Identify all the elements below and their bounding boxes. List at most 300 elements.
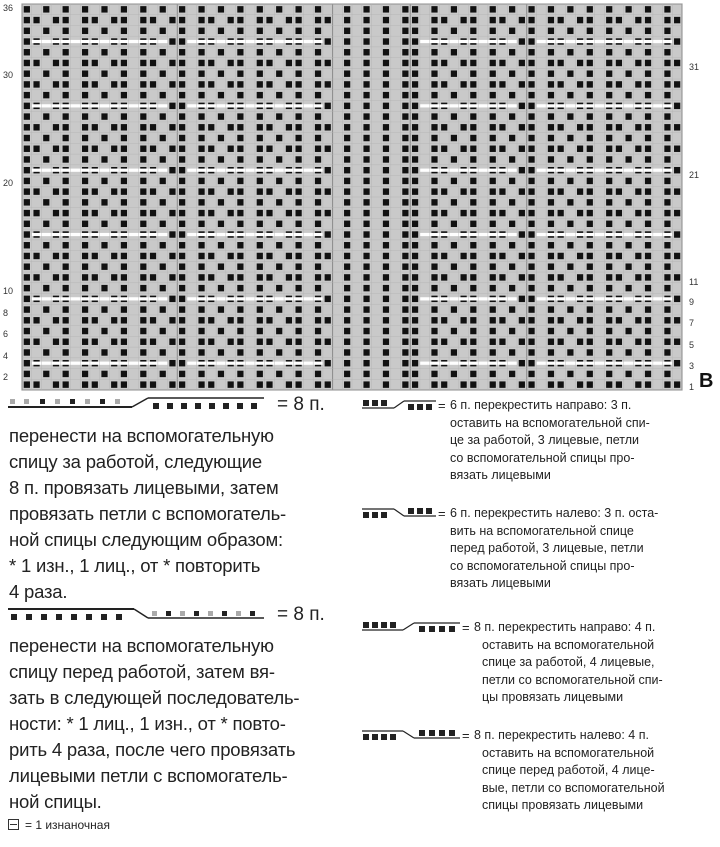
stitch-mark <box>664 92 670 98</box>
stitch-mark <box>635 81 641 87</box>
stitch-mark <box>645 242 651 248</box>
stitch-mark <box>344 339 350 345</box>
stitch-mark <box>548 178 554 184</box>
stitch-mark <box>179 49 185 55</box>
stitch-mark <box>548 285 554 291</box>
stitch-mark <box>82 81 88 87</box>
stitch-mark <box>43 49 49 55</box>
stitch-mark <box>509 113 515 119</box>
row-number-right: 3 <box>689 361 695 371</box>
stitch-mark <box>431 92 437 98</box>
stitch-mark <box>296 113 302 119</box>
stitch-mark <box>53 381 59 387</box>
stitch-mark <box>451 328 457 334</box>
stitch-mark <box>509 285 515 291</box>
stitch-mark <box>645 188 651 194</box>
stitch-mark <box>363 188 369 194</box>
stitch-mark <box>412 103 418 109</box>
stitch-mark <box>674 210 680 216</box>
stitch-mark <box>286 188 292 194</box>
stitch-mark <box>402 38 408 44</box>
stitch-mark <box>490 81 496 87</box>
stitch-mark <box>266 381 272 387</box>
stitch-mark <box>490 188 496 194</box>
stitch-mark <box>111 339 117 345</box>
stitch-mark <box>237 146 243 152</box>
stitch-mark <box>528 70 534 76</box>
stitch-mark <box>558 381 564 387</box>
stitch-mark <box>325 253 331 259</box>
stitch-mark <box>548 17 554 23</box>
text-line: спицу за работой, следующие <box>9 451 263 472</box>
row-number-left: 2 <box>3 372 9 382</box>
stitch-mark <box>160 135 166 141</box>
stitch-mark <box>150 339 156 345</box>
stitch-mark <box>548 349 554 355</box>
row-number-left: 36 <box>3 3 14 13</box>
stitch-mark <box>383 210 389 216</box>
stitch-mark <box>645 210 651 216</box>
stitch-mark <box>198 221 204 227</box>
row-number-right: 7 <box>689 318 695 328</box>
stitch-mark <box>63 17 69 23</box>
stitch-mark <box>82 381 88 387</box>
stitch-mark <box>363 306 369 312</box>
stitch-mark <box>490 28 496 34</box>
stitch-mark <box>470 328 476 334</box>
stitch-mark <box>383 178 389 184</box>
stitch-mark <box>43 306 49 312</box>
stitch-mark <box>431 381 437 387</box>
stitch-mark <box>548 253 554 259</box>
stitch-mark <box>383 49 389 55</box>
stitch-mark <box>528 135 534 141</box>
stitch-mark <box>24 188 30 194</box>
stitch-mark <box>383 274 389 280</box>
stitch-mark <box>383 360 389 366</box>
stitch-mark <box>344 371 350 377</box>
stitch-mark <box>237 317 243 323</box>
cross-6-left-symbol-icon <box>362 508 438 520</box>
stitch-mark <box>150 274 156 280</box>
stitch-mark <box>402 296 408 302</box>
row-number-right: 31 <box>689 62 700 72</box>
stitch-mark <box>402 17 408 23</box>
stitch-mark <box>490 135 496 141</box>
stitch-mark <box>402 339 408 345</box>
stitch-mark <box>383 156 389 162</box>
stitch-mark <box>431 135 437 141</box>
stitch-mark <box>63 113 69 119</box>
stitch-mark <box>82 49 88 55</box>
stitch-mark <box>470 70 476 76</box>
stitch-mark <box>645 371 651 377</box>
stitch-mark <box>344 28 350 34</box>
stitch-mark <box>528 253 534 259</box>
stitch-mark <box>567 135 573 141</box>
stitch-mark <box>237 113 243 119</box>
stitch-mark <box>24 274 30 280</box>
stitch-mark <box>296 381 302 387</box>
stitch-mark <box>228 339 234 345</box>
stitch-mark <box>344 92 350 98</box>
stitch-mark <box>276 242 282 248</box>
stitch-mark <box>257 49 263 55</box>
stitch-mark <box>412 263 418 269</box>
stitch-mark <box>383 296 389 302</box>
text-line: ной спицы. <box>9 791 102 812</box>
stitch-mark <box>140 306 146 312</box>
text-line: перенести на вспомогательную <box>9 635 274 656</box>
stitch-mark <box>412 242 418 248</box>
stitch-mark <box>431 263 437 269</box>
stitch-mark <box>257 306 263 312</box>
stitch-mark <box>140 6 146 12</box>
stitch-mark <box>383 199 389 205</box>
stitch-mark <box>169 146 175 152</box>
stitch-mark <box>587 135 593 141</box>
text-line: петли со вспомогательной спи- <box>482 672 663 687</box>
stitch-mark <box>344 60 350 66</box>
stitch-mark <box>470 317 476 323</box>
stitch-mark <box>587 156 593 162</box>
stitch-mark <box>441 274 447 280</box>
stitch-mark <box>363 274 369 280</box>
stitch-mark <box>63 124 69 130</box>
stitch-mark <box>257 339 263 345</box>
stitch-mark <box>24 221 30 227</box>
stitch-mark <box>431 178 437 184</box>
stitch-mark <box>150 253 156 259</box>
stitch-mark <box>577 317 583 323</box>
stitch-mark <box>461 124 467 130</box>
stitch-mark <box>344 231 350 237</box>
stitch-mark <box>82 113 88 119</box>
stitch-mark <box>111 81 117 87</box>
stitch-mark <box>121 253 127 259</box>
stitch-mark <box>412 221 418 227</box>
cable-8-back-equals: = 8 п. <box>277 394 325 415</box>
stitch-mark <box>509 92 515 98</box>
stitch-mark <box>140 135 146 141</box>
cable-8-front-symbol-icon <box>8 608 264 624</box>
stitch-mark <box>616 274 622 280</box>
stitch-mark <box>528 274 534 280</box>
stitch-mark <box>140 221 146 227</box>
stitch-mark <box>548 381 554 387</box>
stitch-mark <box>664 221 670 227</box>
cross-6-right-description <box>450 397 715 485</box>
stitch-mark <box>490 349 496 355</box>
stitch-mark <box>257 199 263 205</box>
stitch-mark <box>402 113 408 119</box>
stitch-mark <box>140 92 146 98</box>
stitch-mark <box>179 113 185 119</box>
text-line: 6 п. перекрестить налево: 3 п. оста- <box>450 506 659 520</box>
stitch-mark <box>82 135 88 141</box>
stitch-mark <box>344 70 350 76</box>
stitch-mark <box>160 156 166 162</box>
stitch-mark <box>315 6 321 12</box>
stitch-mark <box>402 210 408 216</box>
stitch-mark <box>150 381 156 387</box>
stitch-mark <box>412 70 418 76</box>
stitch-mark <box>160 242 166 248</box>
cross-8-left-description <box>474 727 716 815</box>
stitch-mark <box>664 49 670 55</box>
stitch-mark <box>24 339 30 345</box>
stitch-mark <box>111 146 117 152</box>
stitch-mark <box>121 146 127 152</box>
purl-box-icon <box>8 819 19 830</box>
stitch-mark <box>577 381 583 387</box>
stitch-mark <box>363 6 369 12</box>
stitch-mark <box>43 242 49 248</box>
stitch-mark <box>276 328 282 334</box>
stitch-mark <box>218 199 224 205</box>
stitch-mark <box>674 146 680 152</box>
stitch-mark <box>616 253 622 259</box>
stitch-mark <box>111 253 117 259</box>
stitch-mark <box>344 146 350 152</box>
stitch-mark <box>169 81 175 87</box>
stitch-mark <box>276 49 282 55</box>
stitch-mark <box>111 210 117 216</box>
stitch-mark <box>198 253 204 259</box>
stitch-mark <box>121 17 127 23</box>
stitch-mark <box>664 146 670 152</box>
stitch-mark <box>63 178 69 184</box>
stitch-mark <box>664 381 670 387</box>
stitch-mark <box>470 210 476 216</box>
stitch-mark <box>53 274 59 280</box>
stitch-mark <box>179 156 185 162</box>
stitch-mark <box>315 242 321 248</box>
stitch-mark <box>587 124 593 130</box>
stitch-mark <box>635 210 641 216</box>
stitch-mark <box>470 81 476 87</box>
stitch-mark <box>160 49 166 55</box>
stitch-mark <box>63 371 69 377</box>
stitch-mark <box>363 285 369 291</box>
stitch-mark <box>237 28 243 34</box>
stitch-mark <box>626 49 632 55</box>
stitch-mark <box>276 285 282 291</box>
stitch-mark <box>528 381 534 387</box>
stitch-mark <box>344 285 350 291</box>
stitch-mark <box>237 199 243 205</box>
stitch-mark <box>218 28 224 34</box>
stitch-mark <box>674 81 680 87</box>
stitch-mark <box>286 253 292 259</box>
stitch-mark <box>626 263 632 269</box>
stitch-mark <box>218 70 224 76</box>
stitch-mark <box>315 274 321 280</box>
stitch-mark <box>82 6 88 12</box>
stitch-mark <box>431 188 437 194</box>
stitch-mark <box>218 328 224 334</box>
stitch-mark <box>674 188 680 194</box>
stitch-mark <box>509 263 515 269</box>
stitch-mark <box>664 210 670 216</box>
stitch-mark <box>179 60 185 66</box>
stitch-mark <box>344 317 350 323</box>
stitch-mark <box>325 274 331 280</box>
stitch-mark <box>490 156 496 162</box>
stitch-mark <box>179 317 185 323</box>
stitch-mark <box>461 274 467 280</box>
stitch-mark <box>528 38 534 44</box>
stitch-mark <box>121 328 127 334</box>
stitch-mark <box>626 113 632 119</box>
stitch-mark <box>567 6 573 12</box>
stitch-mark <box>101 306 107 312</box>
stitch-mark <box>645 70 651 76</box>
stitch-mark <box>461 210 467 216</box>
stitch-mark <box>577 210 583 216</box>
stitch-mark <box>179 349 185 355</box>
stitch-mark <box>635 124 641 130</box>
stitch-mark <box>461 188 467 194</box>
stitch-mark <box>674 17 680 23</box>
stitch-mark <box>160 70 166 76</box>
stitch-mark <box>257 70 263 76</box>
stitch-mark <box>567 49 573 55</box>
stitch-mark <box>237 274 243 280</box>
stitch-mark <box>286 124 292 130</box>
stitch-mark <box>24 135 30 141</box>
stitch-mark <box>431 328 437 334</box>
stitch-mark <box>24 49 30 55</box>
stitch-mark <box>664 199 670 205</box>
stitch-mark <box>140 49 146 55</box>
stitch-mark <box>635 339 641 345</box>
stitch-mark <box>577 81 583 87</box>
stitch-mark <box>33 81 39 87</box>
stitch-mark <box>276 371 282 377</box>
stitch-mark <box>276 221 282 227</box>
stitch-mark <box>325 210 331 216</box>
stitch-mark <box>208 188 214 194</box>
stitch-mark <box>315 285 321 291</box>
stitch-mark <box>674 381 680 387</box>
stitch-mark <box>63 263 69 269</box>
stitch-mark <box>509 70 515 76</box>
stitch-mark <box>179 306 185 312</box>
stitch-mark <box>587 210 593 216</box>
stitch-mark <box>101 328 107 334</box>
stitch-mark <box>548 135 554 141</box>
stitch-mark <box>412 156 418 162</box>
stitch-mark <box>198 285 204 291</box>
stitch-mark <box>237 306 243 312</box>
stitch-mark <box>363 70 369 76</box>
stitch-mark <box>257 317 263 323</box>
stitch-mark <box>198 124 204 130</box>
stitch-mark <box>315 210 321 216</box>
stitch-mark <box>63 381 69 387</box>
cable-8-back-symbol-icon <box>8 397 264 413</box>
stitch-mark <box>451 28 457 34</box>
stitch-mark <box>548 188 554 194</box>
stitch-mark <box>24 285 30 291</box>
stitch-mark <box>606 17 612 23</box>
stitch-mark <box>111 60 117 66</box>
stitch-mark <box>218 285 224 291</box>
stitch-mark <box>402 381 408 387</box>
stitch-mark <box>228 17 234 23</box>
stitch-mark <box>266 317 272 323</box>
stitch-mark <box>587 92 593 98</box>
stitch-mark <box>509 349 515 355</box>
stitch-mark <box>490 178 496 184</box>
stitch-mark <box>577 339 583 345</box>
stitch-mark <box>276 135 282 141</box>
stitch-mark <box>296 242 302 248</box>
stitch-mark <box>43 6 49 12</box>
stitch-mark <box>528 124 534 130</box>
stitch-mark <box>412 6 418 12</box>
stitch-mark <box>548 199 554 205</box>
stitch-mark <box>344 113 350 119</box>
stitch-mark <box>606 81 612 87</box>
stitch-mark <box>451 371 457 377</box>
stitch-mark <box>412 296 418 302</box>
stitch-mark <box>363 17 369 23</box>
stitch-mark <box>169 381 175 387</box>
stitch-mark <box>92 317 98 323</box>
row-number-right: 11 <box>689 277 699 287</box>
stitch-mark <box>92 146 98 152</box>
stitch-mark <box>121 317 127 323</box>
stitch-mark <box>160 306 166 312</box>
stitch-mark <box>431 146 437 152</box>
stitch-mark <box>208 146 214 152</box>
stitch-mark <box>101 263 107 269</box>
stitch-mark <box>121 381 127 387</box>
text-line: оставить на вспомогательной <box>482 637 655 652</box>
cross-8-left-symbol-icon <box>362 730 462 742</box>
stitch-mark <box>198 242 204 248</box>
stitch-mark <box>664 349 670 355</box>
stitch-mark <box>674 103 680 109</box>
stitch-mark <box>208 124 214 130</box>
stitch-mark <box>567 28 573 34</box>
stitch-mark <box>363 178 369 184</box>
stitch-mark <box>548 92 554 98</box>
stitch-mark <box>33 60 39 66</box>
stitch-mark <box>160 371 166 377</box>
stitch-mark <box>315 49 321 55</box>
stitch-mark <box>228 274 234 280</box>
stitch-mark <box>606 156 612 162</box>
stitch-mark <box>383 263 389 269</box>
stitch-mark <box>257 124 263 130</box>
stitch-mark <box>509 178 515 184</box>
stitch-mark <box>101 349 107 355</box>
stitch-mark <box>198 210 204 216</box>
stitch-mark <box>577 274 583 280</box>
stitch-mark <box>179 360 185 366</box>
stitch-mark <box>63 188 69 194</box>
stitch-mark <box>431 371 437 377</box>
stitch-mark <box>315 60 321 66</box>
stitch-mark <box>33 339 39 345</box>
stitch-mark <box>24 38 30 44</box>
stitch-mark <box>567 285 573 291</box>
stitch-mark <box>296 81 302 87</box>
stitch-mark <box>431 6 437 12</box>
